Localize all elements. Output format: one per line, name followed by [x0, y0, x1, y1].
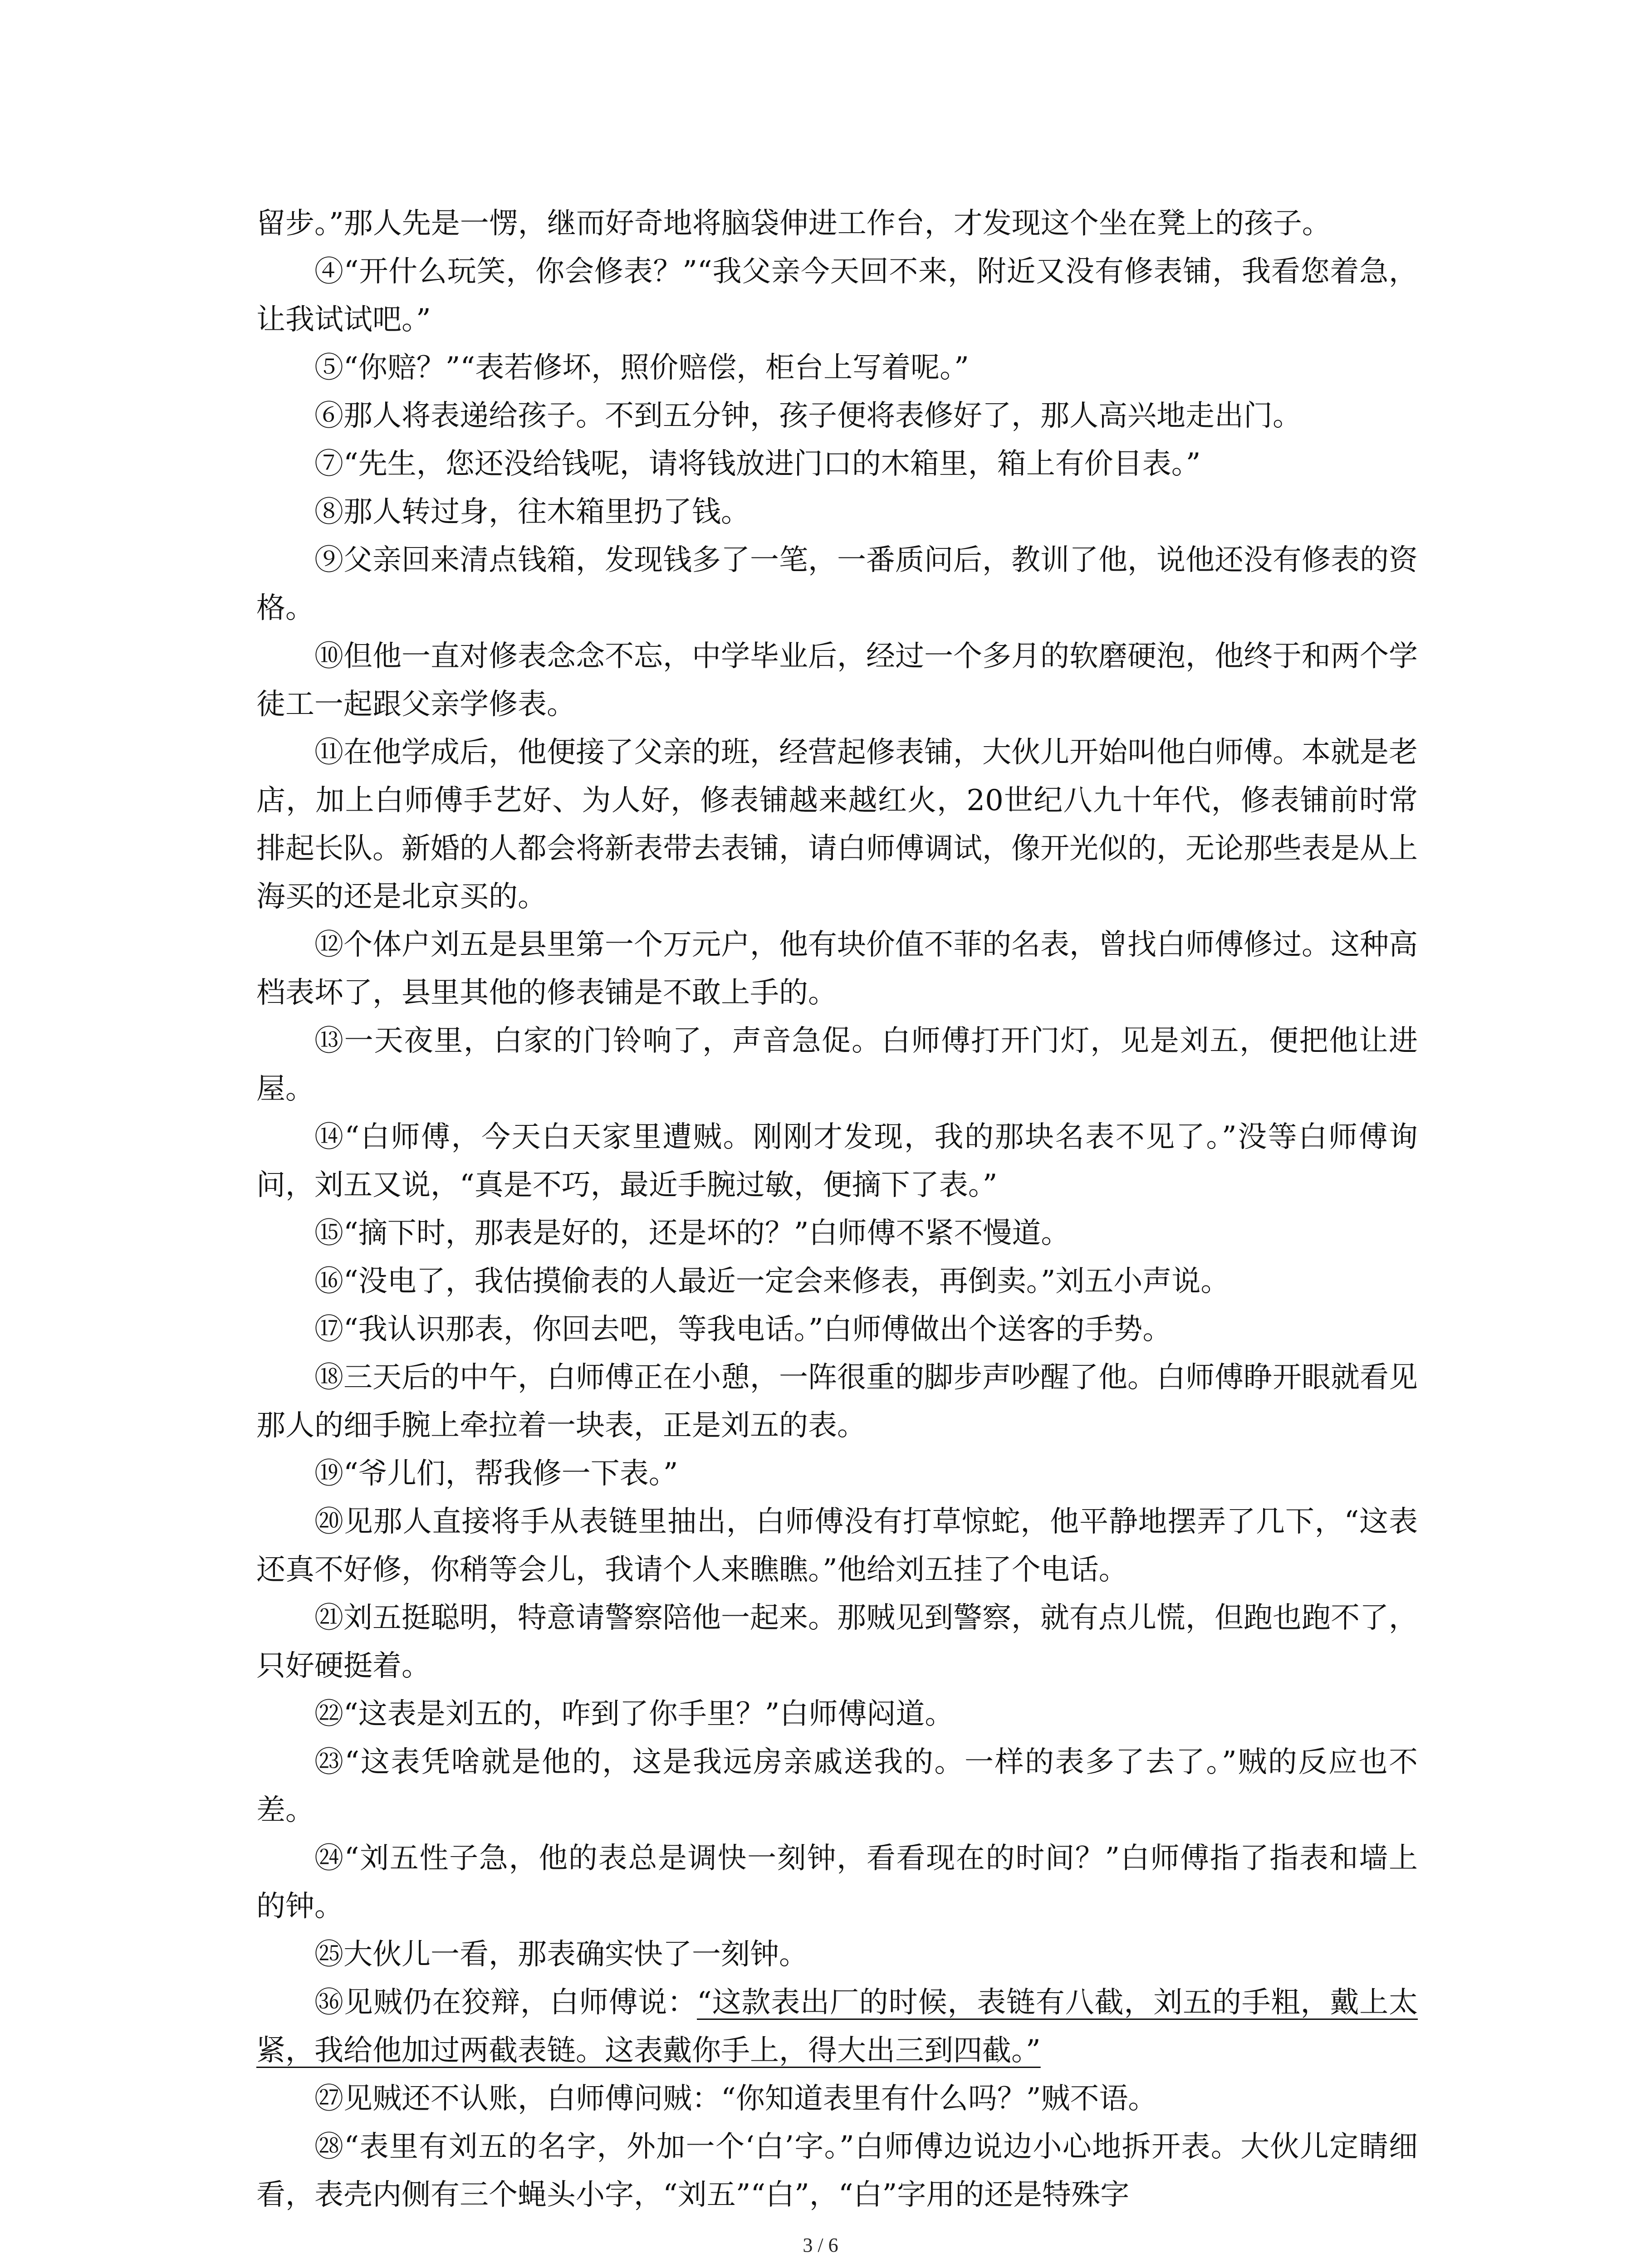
paragraph-25: ㉕大伙儿一看，那表确实快了一刻钟。 — [314, 1938, 808, 1971]
paragraph-11: ⑪在他学成后，他便接了父亲的班，经营起修表铺，大伙儿开始叫他白师傅。本就是老店，加上白师傅手艺好、为人好，修表铺越来越红火，20世纪八九十年代，修表铺前时常排起长队。新婚的人都会将新表带去表铺，请白师傅调试，像开光似的，无论那些表是从上海买的还是北京买的。 — [256, 736, 1418, 914]
paragraph-23: ㉓“这表凭啥就是他的，这是我远房亲戚送我的。一样的表多了去了。”贼的反应也不差。 — [256, 1745, 1418, 1827]
paragraph-8: ⑧那人转过身，往木箱里扔了钱。 — [314, 495, 750, 529]
paragraph-26-lead: ㊱见贼仍在狡辩，白师傅说： — [314, 1986, 697, 2019]
paragraph-15: ⑮“摘下时，那表是好的，还是坏的？”白师傅不紧不慢道。 — [314, 1217, 1070, 1250]
paragraph-16: ⑯“没电了，我估摸偷表的人最近一定会来修表，再倒卖。”刘五小声说。 — [314, 1265, 1230, 1298]
paragraph-3-continued: 留步。”那人先是一愣，继而好奇地将脑袋伸进工作台，才发现这个坐在凳上的孩子。 — [256, 207, 1331, 240]
paragraph-21: ㉑刘五挺聪明，特意请警察陪他一起来。那贼见到警察，就有点儿慌，但跑也跑不了，只好硬挺着。 — [256, 1601, 1418, 1683]
paragraph-9: ⑨父亲回来清点钱箱，发现钱多了一笔，一番质问后，教训了他，说他还没有修表的资格。 — [256, 543, 1418, 625]
paragraph-5: ⑤“你赔？”“表若修坏，照价赔偿，柜台上写着呢。” — [314, 351, 969, 385]
paragraph-19: ⑲“爷儿们，帮我修一下表。” — [314, 1457, 678, 1491]
paragraph-7: ⑦“先生，您还没给钱呢，请将钱放进门口的木箱里，箱上有价目表。” — [314, 447, 1201, 481]
paragraph-4: ④“开什么玩笑，你会修表？”“我父亲今天回不来，附近又没有修表铺，我看您着急，让我试试吧。” — [256, 255, 1418, 337]
paragraph-10: ⑩但他一直对修表念念不忘，中学毕业后，经过一个多月的软磨硬泡，他终于和两个学徒工一起跟父亲学修表。 — [256, 640, 1418, 721]
paragraph-18: ⑱三天后的中午，白师傅正在小憩，一阵很重的脚步声吵醒了他。白师傅睁开眼就看见那人的细手腕上牵拉着一块表，正是刘五的表。 — [256, 1361, 1418, 1442]
paragraph-12: ⑫个体户刘五是县里第一个万元户，他有块价值不菲的名表，曾找白师傅修过。这种高档表坏了，县里其他的修表铺是不敢上手的。 — [256, 928, 1418, 1010]
paragraph-28: ㉘“表里有刘五的名字，外加一个‘白’字。”白师傅边说边小心地拆开表。大伙儿定睛细看，表壳内侧有三个蝇头小字，“刘五”“白”，“白”字用的还是特殊字 — [256, 2130, 1418, 2212]
paragraph-20: ⑳见那人直接将手从表链里抽出，白师傅没有打草惊蛇，他平静地摆弄了几下，“这表还真不好修，你稍等会儿，我请个人来瞧瞧。”他给刘五挂了个电话。 — [256, 1505, 1418, 1587]
paragraph-17: ⑰“我认识那表，你回去吧，等我电话。”白师傅做出个送客的手势。 — [314, 1313, 1172, 1346]
paragraph-6: ⑥那人将表递给孩子。不到五分钟，孩子便将表修好了，那人高兴地走出门。 — [314, 399, 1302, 433]
underlined-quote: “这款表出厂的时候，表链有八截，刘五的手粗，戴上太紧，我给他加过两截表链。这表戴你手上，得大出三到四截。” — [256, 1986, 1418, 2068]
document-body — [256, 200, 1418, 2219]
paragraph-13: ⑬一天夜里，白家的门铃响了，声音急促。白师傅打开门灯，见是刘五，便把他让进屋。 — [256, 1024, 1418, 1106]
page-number: 3 / 6 — [803, 2234, 838, 2256]
paragraph-26 — [256, 1979, 1418, 2075]
paragraph-14: ⑭“白师傅，今天白天家里遭贼。刚刚才发现，我的那块名表不见了。”没等白师傅询问，刘五又说，“真是不巧，最近手腕过敏，便摘下了表。” — [256, 1120, 1418, 1202]
paragraph-22: ㉒“这表是刘五的，咋到了你手里？”白师傅闷道。 — [314, 1697, 954, 1731]
paragraph-24: ㉔“刘五性子急，他的表总是调快一刻钟，看看现在的时间？”白师傅指了指表和墙上的钟。 — [256, 1842, 1418, 1923]
paragraph-27: ㉗见贼还不认账，白师傅问贼：“你知道表里有什么吗？”贼不语。 — [314, 2082, 1157, 2116]
